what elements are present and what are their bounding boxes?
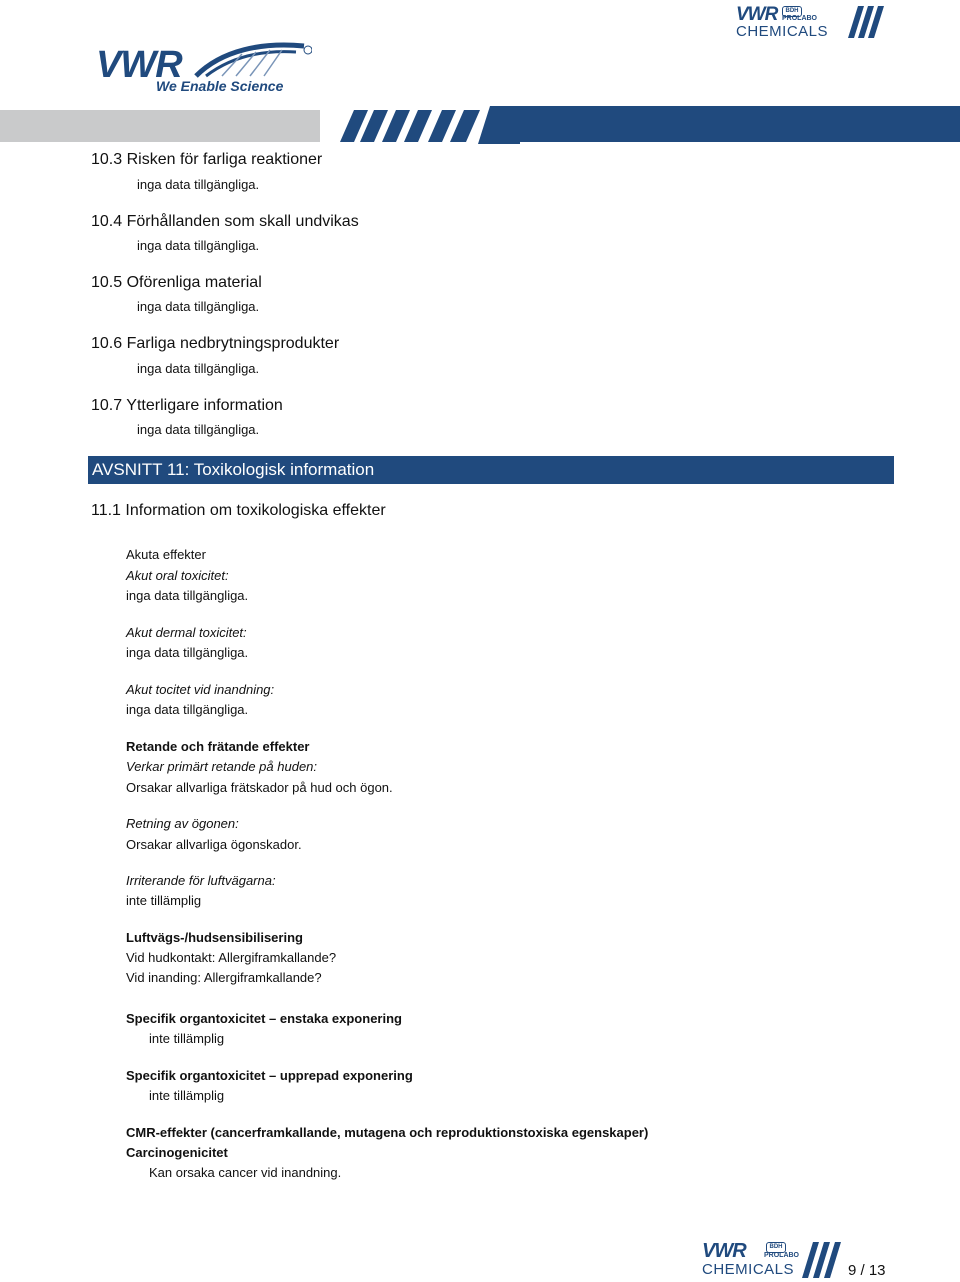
vwr-logo-tagline: We Enable Science bbox=[156, 78, 284, 94]
irritant-title: Retande och frätande effekter bbox=[126, 739, 310, 754]
text-10-6: inga data tillgängliga. bbox=[137, 361, 260, 376]
acute-oral-label: Akut oral toxicitet: bbox=[126, 568, 229, 583]
chem-logo-badge: BDH bbox=[782, 6, 802, 17]
stot-repeated-value: inte tillämplig bbox=[149, 1088, 225, 1103]
acute-inhalation-value: inga data tillgängliga. bbox=[126, 702, 249, 717]
acute-dermal-value: inga data tillgängliga. bbox=[126, 645, 249, 660]
section-11-bar bbox=[88, 456, 894, 484]
vwr-chemicals-logo-top bbox=[736, 6, 896, 40]
chem-logo-word: CHEMICALS bbox=[736, 23, 829, 40]
text-10-7: inga data tillgängliga. bbox=[137, 422, 260, 437]
footer-logo-word: CHEMICALS bbox=[702, 1261, 795, 1278]
sensitization-title: Luftvägs-/hudsensibilisering bbox=[126, 930, 303, 945]
resp-irritation-value: inte tillämplig bbox=[126, 893, 202, 908]
footer-logo-badge: BDH bbox=[766, 1242, 786, 1253]
carcinogenicity-value: Kan orsaka cancer vid inandning. bbox=[149, 1165, 342, 1180]
stot-single-title: Specifik organtoxicitet – enstaka exponering bbox=[126, 1011, 402, 1026]
eye-irritation-value: Orsakar allvarliga ögonskador. bbox=[126, 837, 302, 852]
sensitization-inhalation: Vid inanding: Allergiframkallande? bbox=[126, 970, 322, 985]
acute-inhalation-label: Akut tocitet vid inandning: bbox=[126, 682, 275, 697]
stot-repeated-title: Specifik organtoxicitet – upprepad exponering bbox=[126, 1068, 413, 1083]
skin-irritation-value: Orsakar allvarliga frätskador på hud och ögon. bbox=[126, 780, 393, 795]
text-10-4: inga data tillgängliga. bbox=[137, 238, 260, 253]
heading-11-1: 11.1 Information om toxikologiska effekter bbox=[91, 502, 386, 519]
resp-irritation-label: Irriterande för luftvägarna: bbox=[126, 873, 276, 888]
eye-irritation-label: Retning av ögonen: bbox=[126, 816, 239, 831]
heading-10-5: 10.5 Oförenliga material bbox=[91, 274, 262, 291]
chem-logo-prolabo: PROLABO bbox=[782, 15, 817, 22]
footer-logo-brand: VWR bbox=[702, 1240, 746, 1262]
text-10-3: inga data tillgängliga. bbox=[137, 177, 260, 192]
page-number: 9 / 13 bbox=[848, 1262, 886, 1279]
vwr-swoosh-icon bbox=[192, 40, 312, 80]
heading-10-4: 10.4 Förhållanden som skall undvikas bbox=[91, 213, 359, 230]
carcinogenicity-title: Carcinogenicitet bbox=[126, 1145, 228, 1160]
acute-dermal-label: Akut dermal toxicitet: bbox=[126, 625, 247, 640]
header-chevron-stripes bbox=[320, 104, 520, 144]
stot-single-value: inte tillämplig bbox=[149, 1031, 225, 1046]
acute-oral-value: inga data tillgängliga. bbox=[126, 588, 249, 603]
cmr-title: CMR-effekter (cancerframkallande, mutagena och reproduktionstoxiska egenskaper) bbox=[126, 1125, 649, 1140]
chem-logo-brand: VWR bbox=[736, 4, 778, 25]
vwr-logo-brand: VWR bbox=[96, 44, 182, 86]
skin-irritation-label: Verkar primärt retande på huden: bbox=[126, 759, 318, 774]
heading-10-7: 10.7 Ytterligare information bbox=[91, 397, 283, 414]
heading-10-3: 10.3 Risken för farliga reaktioner bbox=[91, 151, 323, 168]
header-band-blue bbox=[480, 106, 960, 142]
acute-effects-title: Akuta effekter bbox=[126, 547, 206, 562]
section-11-title: AVSNITT 11: Toxikologisk information bbox=[92, 460, 375, 479]
chem-logo-stripes-icon bbox=[848, 6, 888, 38]
footer-logo-stripes-icon bbox=[802, 1242, 842, 1278]
vwr-logo bbox=[96, 36, 326, 98]
sensitization-skin: Vid hudkontakt: Allergiframkallande? bbox=[126, 950, 337, 965]
vwr-chemicals-logo-footer bbox=[702, 1242, 842, 1278]
text-10-5: inga data tillgängliga. bbox=[137, 299, 260, 314]
footer-logo-prolabo: PROLABO bbox=[764, 1252, 799, 1259]
heading-10-6: 10.6 Farliga nedbrytningsprodukter bbox=[91, 335, 340, 352]
